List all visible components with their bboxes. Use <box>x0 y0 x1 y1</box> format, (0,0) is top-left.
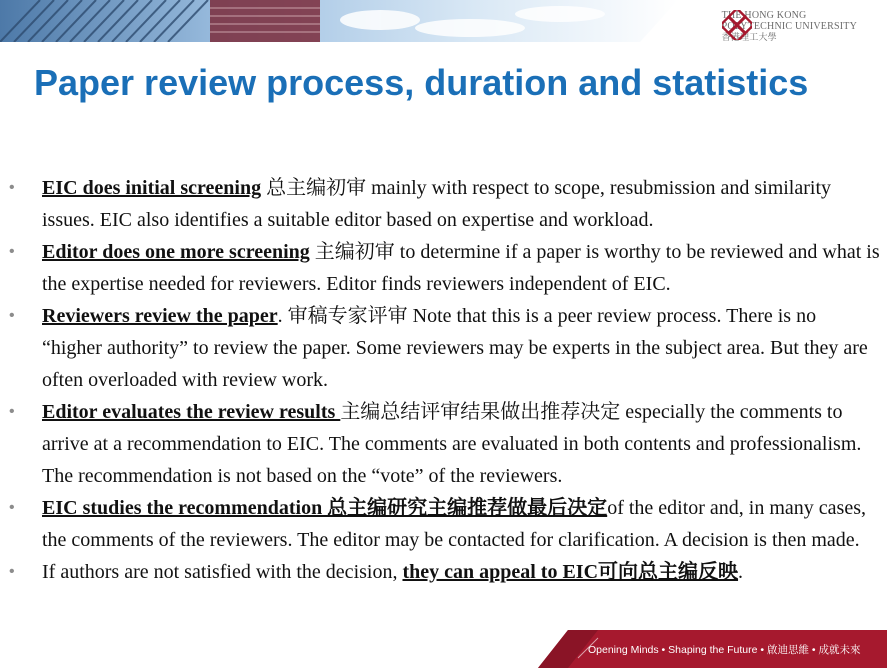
bullet-text: . <box>738 561 744 583</box>
university-logo <box>722 10 857 42</box>
logo-line-3: 香港理工大學 <box>721 32 777 42</box>
bullet-key-phrase: they can appeal to EIC可向总主编反映 <box>402 561 739 583</box>
header-banner <box>0 0 887 42</box>
bullet-item <box>0 492 887 556</box>
bullet-key-phrase: EIC studies the recommendation 总主编研究主编推荐做最后决定 <box>42 497 608 519</box>
bullet-dot-icon: • <box>9 179 15 196</box>
bullet-key-phrase: Reviewers review the paper <box>42 305 278 327</box>
footer-slogan: Opening Minds • Shaping the Future • 啟迪思維 • 成就未來 <box>588 644 861 656</box>
logo-line-1: THE HONG KONG <box>721 10 807 21</box>
bullet-dot-icon: • <box>9 403 15 420</box>
bullet-text: of the editor and, in many cases, the comments of the reviewers. The editor may be contacted for clarification. A decision is then made. <box>42 497 866 551</box>
bullet-item <box>0 556 887 588</box>
bullet-item <box>0 396 887 492</box>
bullet-item <box>0 236 887 300</box>
bullet-key-phrase: Editor does one more screening <box>42 241 310 263</box>
bullet-dot-icon: • <box>9 563 15 580</box>
polyu-emblem-icon <box>722 10 752 40</box>
bullet-text: 主编总结评审结果做出推荐决定 especially the comments to arrive at a recommendation to EIC. The comments are evaluated in both contents and professionalism. The recommendation is not based on the “vote” of the reviewers. <box>42 401 862 487</box>
bullet-text: . 审稿专家评审 Note that this is a peer review process. There is no “higher authority” to review the paper. Some reviewers may be experts in the subject area. But they are often overloaded with review work. <box>42 305 868 391</box>
logo-line-2: POLYTECHNIC UNIVERSITY <box>721 21 857 32</box>
footer-banner <box>538 630 887 668</box>
bullet-dot-icon: • <box>9 499 15 516</box>
bullet-dot-icon: • <box>9 307 15 324</box>
bullet-text: 总主编初审 mainly with respect to scope, resubmission and similarity issues. EIC also identifies a suitable editor based on expertise and workload. <box>42 177 832 231</box>
bullet-list <box>0 172 887 588</box>
bullet-dot-icon: • <box>9 243 15 260</box>
page-title: Paper review process, duration and statistics <box>34 62 809 103</box>
bullet-item <box>0 172 887 236</box>
bullet-key-phrase: Editor evaluates the review results <box>42 401 341 423</box>
bullet-item <box>0 300 887 396</box>
bullet-prefix-text: If authors are not satisfied with the decision, <box>42 561 403 583</box>
bullet-text: 主编初审 to determine if a paper is worthy to be reviewed and what is the expertise needed for reviewers. Editor finds reviewers independent of EIC. <box>42 241 880 295</box>
bullet-key-phrase: EIC does initial screening <box>42 177 262 199</box>
